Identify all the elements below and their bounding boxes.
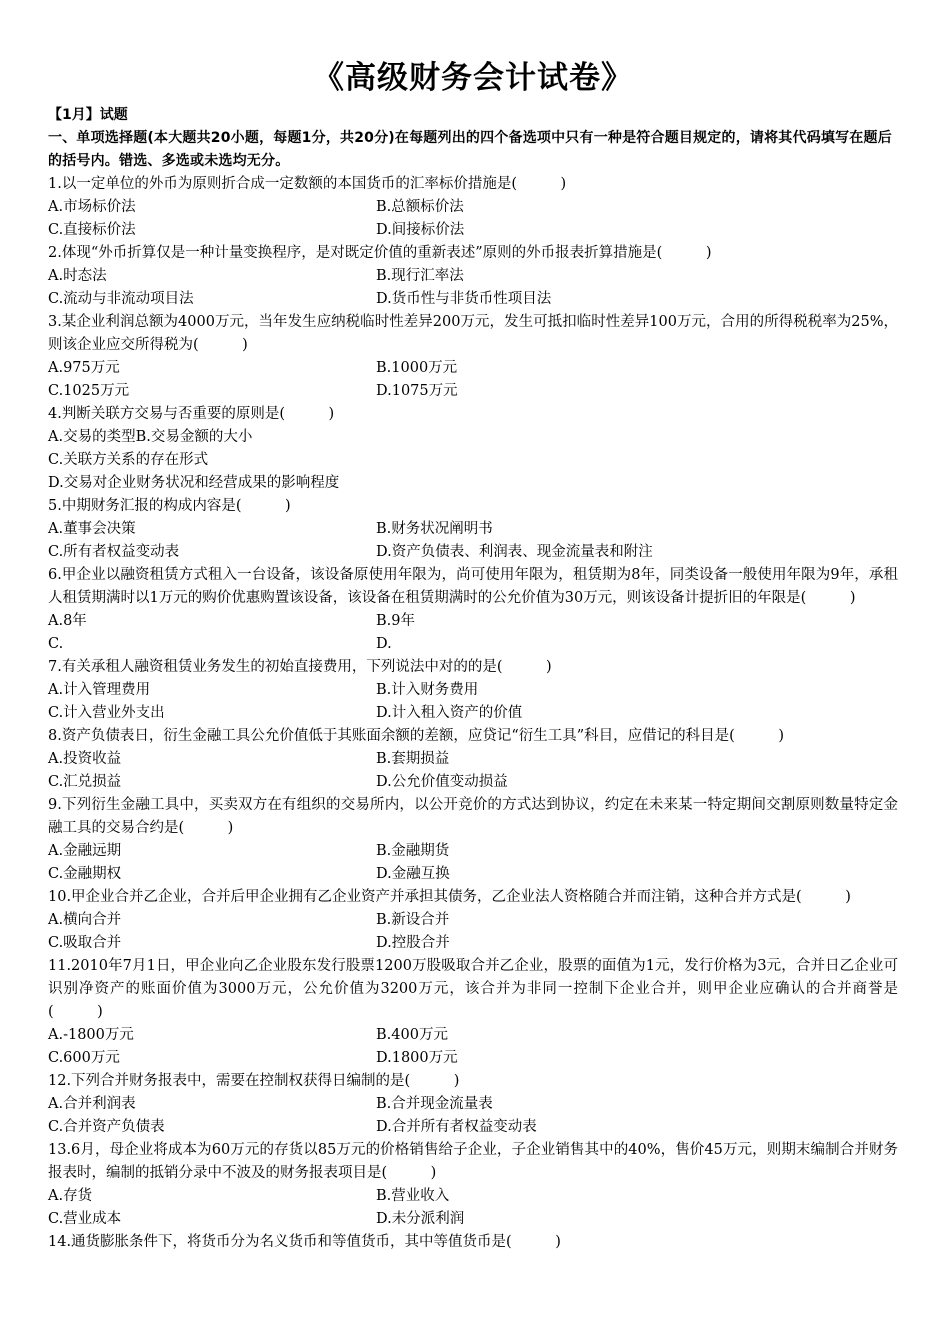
option-d: D.	[376, 636, 392, 652]
option-d: D.1075万元	[376, 383, 458, 399]
option-a: A.975万元	[48, 360, 120, 376]
option-c: C.吸取合并	[48, 935, 122, 951]
option-c: C.汇兑损益	[48, 774, 122, 790]
question-stem: 9.下列衍生金融工具中，买卖双方在有组织的交易所内，以公开竞价的方式达到协议，约定在未来某一特定期间交割原则数量特定金融工具的交易合约是( )	[48, 797, 898, 836]
option-a: A.-1800万元	[48, 1027, 134, 1043]
option-d: D.间接标价法	[376, 222, 465, 238]
option-line: D.交易对企业财务状况和经营成果的影响程度	[48, 475, 340, 491]
option-b: B.1000万元	[376, 360, 458, 376]
option-a: A.横向合并	[48, 912, 122, 928]
question-options	[48, 909, 898, 955]
option-d: D.未分派利润	[376, 1211, 465, 1227]
option-c: C.	[48, 636, 64, 652]
question-options	[48, 610, 898, 656]
question-options	[48, 196, 898, 242]
option-c: C.600万元	[48, 1050, 120, 1066]
option-d: D.资产负债表、利润表、现金流量表和附注	[376, 544, 653, 560]
option-c: C.流动与非流动项目法	[48, 291, 194, 307]
option-b: B.营业收入	[376, 1188, 450, 1204]
question-stem: 13.6月，母企业将成本为60万元的存货以85万元的价格销售给子企业，子企业销售其中的40%，售价45万元，则期末编制合并财务报表时，编制的抵销分录中不波及的财务报表项目是( )	[48, 1142, 898, 1181]
option-d: D.计入租入资产的价值	[376, 705, 523, 721]
option-b: B.现行汇率法	[376, 268, 464, 284]
option-a: A.时态法	[48, 268, 107, 284]
exam-page	[48, 52, 898, 1254]
question-stem: 8.资产负债表日，衍生金融工具公允价值低于其账面余额的差额，应贷记“衍生工具”科目，应借记的科目是( )	[48, 728, 784, 744]
section-heading: 一、单项选择题(本大题共20小题，每题1分，共20分)在每题列出的四个备选项中只有一种是符合题目规定的，请将其代码填写在题后的括号内。错选、多选或未选均无分。	[48, 130, 892, 169]
option-a: A.金融远期	[48, 843, 122, 859]
option-b: B.总额标价法	[376, 199, 464, 215]
question-stem: 14.通货膨胀条件下，将货币分为名义货币和等值货币，其中等值货币是( )	[48, 1234, 561, 1250]
option-a: A.董事会决策	[48, 521, 136, 537]
question-options	[48, 357, 898, 403]
option-c: C.金融期权	[48, 866, 122, 882]
question-stem: 2.体现“外币折算仅是一种计量变换程序，是对既定价值的重新表述”原则的外币报表折算措施是( )	[48, 245, 712, 261]
option-c: C.合并资产负债表	[48, 1119, 165, 1135]
option-d: D.金融互换	[376, 866, 450, 882]
option-b: B.金融期货	[376, 843, 450, 859]
option-a: A.合并利润表	[48, 1096, 136, 1112]
page-title: 《高级财务会计试卷》	[313, 60, 633, 96]
option-b: B.400万元	[376, 1027, 448, 1043]
option-a: A.计入管理费用	[48, 682, 151, 698]
question-stem: 12.下列合并财务报表中，需要在控制权获得日编制的是( )	[48, 1073, 460, 1089]
question-options	[48, 1024, 898, 1070]
question-options	[48, 265, 898, 311]
question-options	[48, 1093, 898, 1139]
option-c: C.所有者权益变动表	[48, 544, 180, 560]
exam-subtitle: 【1月】试题	[48, 107, 128, 123]
option-b: B.财务状况阐明书	[376, 521, 493, 537]
option-b: B.计入财务费用	[376, 682, 479, 698]
option-b: B.合并现金流量表	[376, 1096, 493, 1112]
question-stem: 5.中期财务汇报的构成内容是( )	[48, 498, 291, 514]
question-options	[48, 518, 898, 564]
option-line: C.关联方关系的存在形式	[48, 452, 209, 468]
question-options	[48, 748, 898, 794]
question-stem: 6.甲企业以融资租赁方式租入一台设备，该设备原使用年限为，尚可使用年限为，租赁期为8年，同类设备一般使用年限为9年，承租人租赁期满时以1万元的购价优惠购置该设备，该设备在租赁期满时的公允价值为30万元，则该设备计提折旧的年限是( )	[48, 567, 898, 606]
question-stem: 3.某企业利润总额为4000万元，当年发生应纳税临时性差异200万元，发生可抵扣临时性差异100万元，合用的所得税税率为25%，则该企业应交所得税为( )	[48, 314, 898, 353]
option-a: A.投资收益	[48, 751, 122, 767]
question-stem: 11.2010年7月1日，甲企业向乙企业股东发行股票1200万股吸取合并乙企业，股票的面值为1元，发行价格为3元，合并日乙企业可识别净资产的账面价值为3000万元，公允价值为3200万元，该合并为非同一控制下企业合并，则甲企业应确认的合并商誉是( )	[48, 958, 898, 1020]
option-b: B.新设合并	[376, 912, 450, 928]
question-options	[48, 840, 898, 886]
option-d: D.控股合并	[376, 935, 450, 951]
option-d: D.合并所有者权益变动表	[376, 1119, 537, 1135]
option-a: A.市场标价法	[48, 199, 136, 215]
option-a: A.存货	[48, 1188, 93, 1204]
question-options	[48, 679, 898, 725]
option-b: B.套期损益	[376, 751, 450, 767]
question-stem: 4.判断关联方交易与否重要的原则是( )	[48, 406, 335, 422]
option-a: A.8年	[48, 613, 87, 629]
option-d: D.1800万元	[376, 1050, 458, 1066]
question-list	[48, 173, 898, 1254]
option-c: C.营业成本	[48, 1211, 122, 1227]
option-c: C.1025万元	[48, 383, 130, 399]
option-line: A.交易的类型B.交易金额的大小	[48, 429, 253, 445]
question-stem: 7.有关承租人融资租赁业务发生的初始直接费用，下列说法中对的的是( )	[48, 659, 552, 675]
option-c: C.计入营业外支出	[48, 705, 165, 721]
option-b: B.9年	[376, 613, 415, 629]
option-d: D.公允价值变动损益	[376, 774, 508, 790]
option-c: C.直接标价法	[48, 222, 136, 238]
question-options	[48, 1185, 898, 1231]
option-d: D.货币性与非货币性项目法	[376, 291, 552, 307]
question-stem: 1.以一定单位的外币为原则折合成一定数额的本国货币的汇率标价措施是( )	[48, 176, 567, 192]
question-stem: 10.甲企业合并乙企业，合并后甲企业拥有乙企业资产并承担其债务，乙企业法人资格随合并而注销，这种合并方式是( )	[48, 889, 851, 905]
